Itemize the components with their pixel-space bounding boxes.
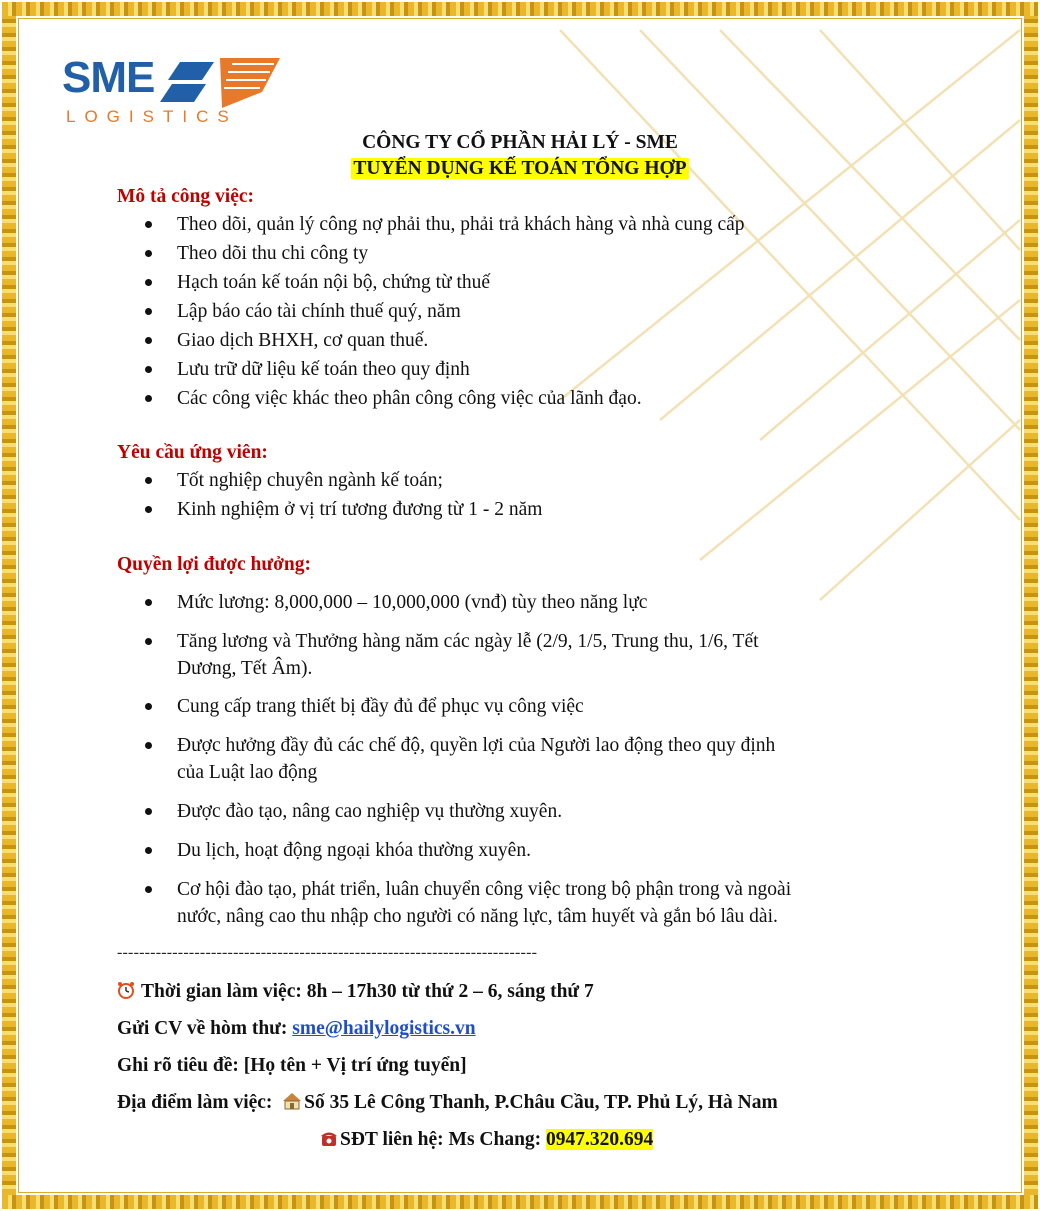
- phone-line: SĐT liên hệ: Ms Chang: 0947.320.694: [320, 1129, 653, 1151]
- list-item-text: Giao dịch BHXH, cơ quan thuế.: [177, 330, 429, 351]
- list-item-text: Được hưởng đầy đủ các chế độ, quyền lợi của Người lao động theo quy định: [177, 735, 776, 756]
- job-description-heading: Mô tả công việc:: [117, 186, 254, 207]
- list-item-text: Du lịch, hoạt động ngoại khóa thường xuyên.: [177, 840, 531, 861]
- list-item-text-cont: Dương, Tết Âm).: [177, 658, 313, 679]
- bullet-icon: [145, 886, 152, 893]
- bullet-icon: [145, 599, 152, 606]
- cv-email-link[interactable]: sme@hailylogistics.vn: [292, 1018, 476, 1039]
- separator: ----------------------------------------------------------------------------: [117, 944, 538, 961]
- list-item-text: Được đào tạo, nâng cao nghiệp vụ thường xuyên.: [177, 801, 563, 822]
- list-item-text: Cung cấp trang thiết bị đầy đủ để phục vụ công việc: [177, 696, 584, 717]
- bullet-icon: [145, 221, 152, 228]
- bullet-icon: [145, 638, 152, 645]
- phone-number[interactable]: 0947.320.694: [546, 1129, 654, 1150]
- list-item-text: Tăng lương và Thưởng hàng năm các ngày lễ (2/9, 1/5, Trung thu, 1/6, Tết: [177, 631, 759, 652]
- list-item-text-cont: của Luật lao động: [177, 762, 318, 783]
- bullet-icon: [145, 847, 152, 854]
- alarm-clock-icon: [117, 981, 135, 999]
- list-item-text: Các công việc khác theo phân công công việc của lãnh đạo.: [177, 388, 642, 409]
- requirements-heading: Yêu cầu ứng viên:: [117, 442, 268, 463]
- house-icon: [282, 1092, 302, 1110]
- list-item-text: Mức lương: 8,000,000 – 10,000,000 (vnđ) tùy theo năng lực: [177, 592, 648, 613]
- bullet-icon: [145, 742, 152, 749]
- list-item-text: Lưu trữ dữ liệu kế toán theo quy định: [177, 359, 470, 380]
- list-item-text: Theo dõi thu chi công ty: [177, 243, 369, 264]
- list-item-text: Tốt nghiệp chuyên ngành kế toán;: [177, 470, 443, 491]
- list-item-text: Theo dõi, quản lý công nợ phải thu, phải trả khách hàng và nhà cung cấp: [177, 214, 745, 235]
- bullet-icon: [145, 366, 152, 373]
- benefits-heading: Quyền lợi được hưởng:: [117, 554, 311, 575]
- list-item-text: Lập báo cáo tài chính thuế quý, năm: [177, 301, 461, 322]
- bullet-icon: [145, 808, 152, 815]
- cv-line: Gửi CV về hòm thư: sme@hailylogistics.vn: [117, 1018, 476, 1039]
- address-line: Địa điểm làm việc: Số 35 Lê Công Thanh, P.Châu Cầu, TP. Phủ Lý, Hà Nam: [117, 1092, 778, 1113]
- subject-note: Ghi rõ tiêu đề: [Họ tên + Vị trí ứng tuyển]: [117, 1055, 467, 1076]
- list-item-text: Kinh nghiệm ở vị trí tương đương từ 1 - 2 năm: [177, 499, 543, 520]
- company-name: CÔNG TY CỔ PHẦN HẢI LÝ - SME: [362, 132, 678, 153]
- svg-text:LOGISTICS: LOGISTICS: [66, 107, 238, 126]
- svg-text:SME: SME: [62, 53, 155, 102]
- bullet-icon: [145, 279, 152, 286]
- bullet-icon: [145, 506, 152, 513]
- bullet-icon: [145, 703, 152, 710]
- list-item-text-cont: nước, nâng cao thu nhập cho người có năng lực, tâm huyết và gắn bó lâu dài.: [177, 906, 778, 927]
- bullet-icon: [145, 337, 152, 344]
- working-hours: Thời gian làm việc: 8h – 17h30 từ thứ 2 – 6, sáng thứ 7: [117, 981, 594, 1003]
- bullet-icon: [145, 250, 152, 257]
- bullet-icon: [145, 308, 152, 315]
- job-title: TUYỂN DỤNG KẾ TOÁN TỔNG HỢP: [353, 158, 687, 179]
- bullet-icon: [145, 477, 152, 484]
- bullet-icon: [145, 395, 152, 402]
- list-item-text: Cơ hội đào tạo, phát triển, luân chuyển công việc trong bộ phận trong và ngoài: [177, 879, 792, 900]
- list-item-text: Hạch toán kế toán nội bộ, chứng từ thuế: [177, 272, 491, 293]
- telephone-icon: [320, 1129, 338, 1147]
